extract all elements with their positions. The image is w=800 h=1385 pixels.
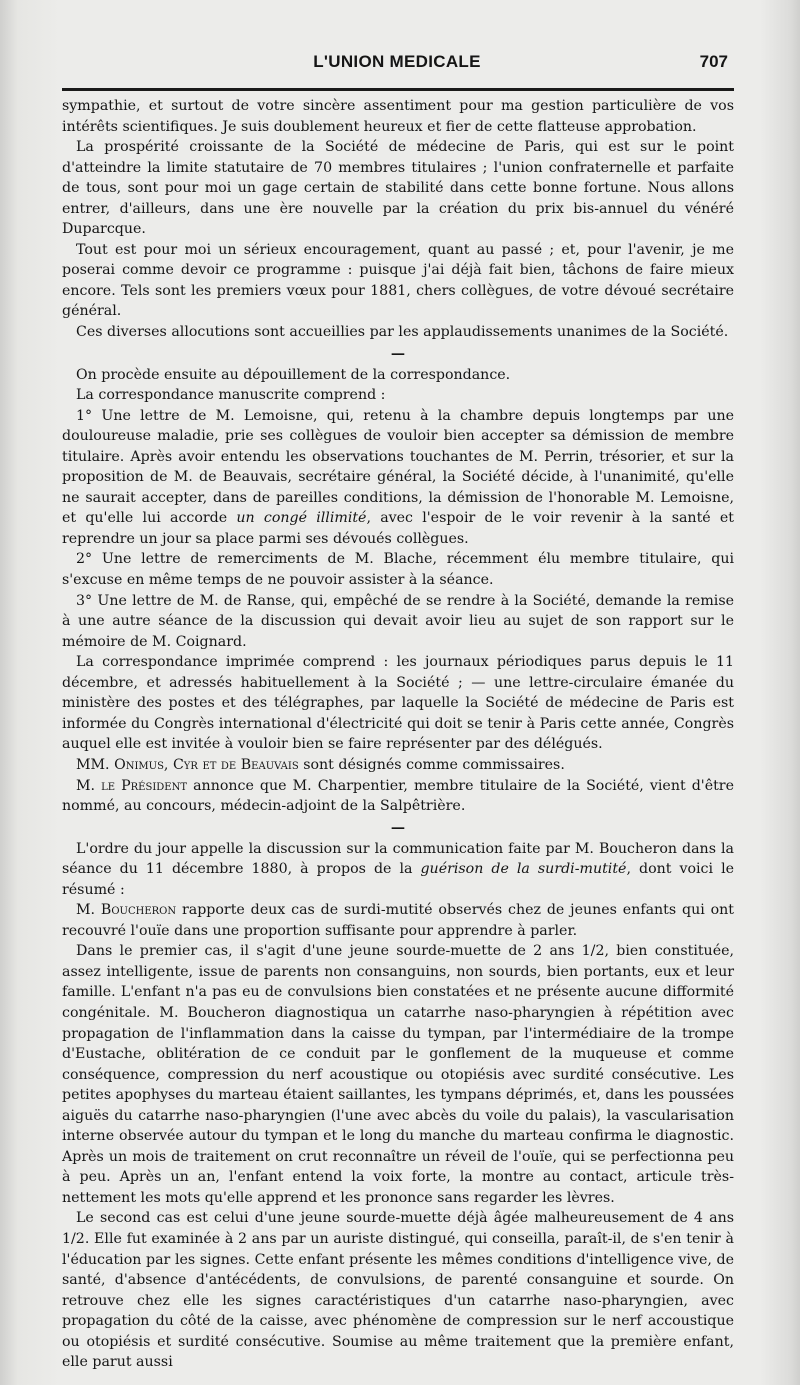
- section-separator: —: [390, 819, 406, 836]
- names-smallcaps: MM. Onimus, Cyr et de Beauvais: [76, 756, 299, 773]
- text-run: annonce que M. Charpentier, membre titulaire de la Société, vient d'être nommé, au concours, médecin-adjoint de la Salpêtrière.: [62, 777, 734, 815]
- emphasis: un congé illimité: [236, 510, 367, 527]
- title-smallcaps: M. le Président: [76, 777, 188, 794]
- text-run: L'ordre du jour appelle la discussion sur la communication faite par M. Boucheron dans la séance du 11 décembre 1880, à propos de la: [62, 840, 734, 878]
- text-run: , dont voici le résumé :: [62, 861, 734, 898]
- paragraph: Ces diverses allocutions sont accueillies par les applaudissements unanimes de la Société.: [76, 324, 729, 341]
- paragraph: [62, 755, 734, 776]
- paragraph: Tout est pour moi un sérieux encouragement, quant au passé ; et, pour l'avenir, je me poserai comme devoir ce programme : puisque j'ai déjà fait bien, tâchons de faire mieux encore. Tels sont les premiers vœux pour 1881, chers collègues, de votre dévoué secrétaire général.: [62, 241, 734, 320]
- text-run: rapporte deux cas de surdi-mutité observés chez de jeunes enfants qui ont recouvré l'ouïe dans une proportion suffisante pour apprendre à parler.: [62, 902, 735, 939]
- page-header: [62, 52, 732, 78]
- header-rule: [62, 88, 734, 91]
- article-body: [62, 96, 734, 1373]
- paragraph: On procède ensuite au dépouillement de la correspondance.: [76, 366, 511, 383]
- text-run: 1° Une lettre de M. Lemoisne, qui, retenu à la chambre depuis longtemps par une douloureuse maladie, prie ses collègues de vouloir bien accepter sa démission de membre titulaire. Après avoir entendu les observations touchantes de M. Perrin, trésorier, et sur la proposition de M. de Beauvais, secrétaire général, la Société décide, à l'unanimité, qu'elle ne saurait accepter, dans de pareilles conditions, la démission de l'honorable M. Lemoisne, et qu'elle lui accorde: [62, 407, 734, 527]
- paragraph: La correspondance manuscrite comprend :: [76, 387, 386, 404]
- paragraph: [62, 839, 734, 901]
- page-number: 707: [699, 52, 728, 71]
- text-run: , avec l'espoir de le voir revenir à la santé et reprendre un jour sa place parmi ses dévoués collègues.: [62, 510, 734, 547]
- paragraph: 2° Une lettre de remerciments de M. Blache, récemment élu membre titulaire, qui s'excuse en même temps de ne pouvoir assister à la séance.: [62, 551, 734, 589]
- section-separator: —: [390, 345, 406, 362]
- paragraph: [62, 406, 734, 550]
- paragraph: La prospérité croissante de la Société de médecine de Paris, qui est sur le point d'atteindre la limite statutaire de 70 membres titulaires ; l'union confraternelle et parfaite de tous, sont pour moi un gage certain de stabilité dans cette bonne fortune. Nous allons entrer, d'ailleurs, dans une ère nouvelle par la création du prix bis-annuel du vénéré Duparcque.: [62, 139, 734, 238]
- paragraph: sympathie, et surtout de votre sincère assentiment pour ma gestion particulière de vos intérêts scientifiques. Je suis doublement heureux et fier de cette flatteuse approbation.: [62, 98, 734, 135]
- paragraph: [62, 900, 734, 941]
- paragraph: Dans le premier cas, il s'agit d'une jeune sourde-muette de 2 ans 1/2, bien constituée, assez intelligente, issue de parents non consanguins, non sourds, bien portants, eux et leur famille. L'enfant n'a pas eu de convulsions bien constatées et ne présente aucune difformité congénitale. M. Boucheron diagnostiqua un catarrhe naso-pharyngien à répétition avec propagation de l'inflammation dans la caisse du tympan, par l'intermédiaire de la trompe d'Eustache, oblitération de ce conduit par le gonflement de la muqueuse et comme conséquence, compression du nerf acoustique ou otopiésis avec surdité consécutive. Les petites apophyses du marteau étaient saillantes, les tympans déprimés, et, dans les poussées aiguës du catarrhe naso-pharyngien (l'une avec abcès du voile du palais), la vascularisation interne observée autour du tympan et le long du manche du marteau confirma le diagnostic. Après un mois de traitement on crut reconnaître un réveil de l'ouïe, qui se perfectionna peu à peu. Après un an, l'enfant entend la voix forte, la montre au contact, articule très-nettement les mots qu'elle apprend et les prononce sans regarder les lèvres.: [62, 943, 734, 1206]
- paragraph: 3° Une lettre de M. de Ranse, qui, empêché de se rendre à la Société, demande la remise à une autre séance de la discussion qui devait avoir lieu au sujet de son rapport sur le mémoire de M. Coignard.: [62, 592, 734, 650]
- name-smallcaps: M. Boucheron: [76, 902, 177, 919]
- paragraph: La correspondance imprimée comprend : les journaux périodiques parus depuis le 11 décembre, et adressés habituellement à la Société ; — une lettre-circulaire émanée du ministère des postes et des télégraphes, par laquelle la Société de médecine de Paris est informée du Congrès international d'électricité qui doit se tenir à Paris cette année, Congrès auquel elle est invitée à vouloir bien se faire représenter par des délégués.: [62, 654, 734, 753]
- emphasis: guérison de la surdi-mutité: [420, 861, 627, 878]
- text-run: sont désignés comme commissaires.: [298, 756, 565, 773]
- paragraph: Le second cas est celui d'une jeune sourde-muette déjà âgée malheureusement de 4 ans 1/2. Elle fut examinée à 2 ans par un auriste distingué, qui conseilla, paraît-il, de s'en tenir à l'éducation par les signes. Cette enfant présente les mêmes conditions d'intelligence vive, de santé, d'absence d'antécédents, de convulsions, de parenté consanguine et sourde. On retrouve chez elle les signes caractéristiques d'un catarrhe naso-pharyngien, avec propagation du côté de la caisse, avec phénomène de compression sur le nerf accoustique ou otopiésis et surdité consécutive. Soumise au même traitement que la première enfant, elle parut aussi: [62, 1210, 734, 1371]
- running-title: L'UNION MEDICALE: [313, 52, 481, 71]
- paragraph: [62, 776, 734, 817]
